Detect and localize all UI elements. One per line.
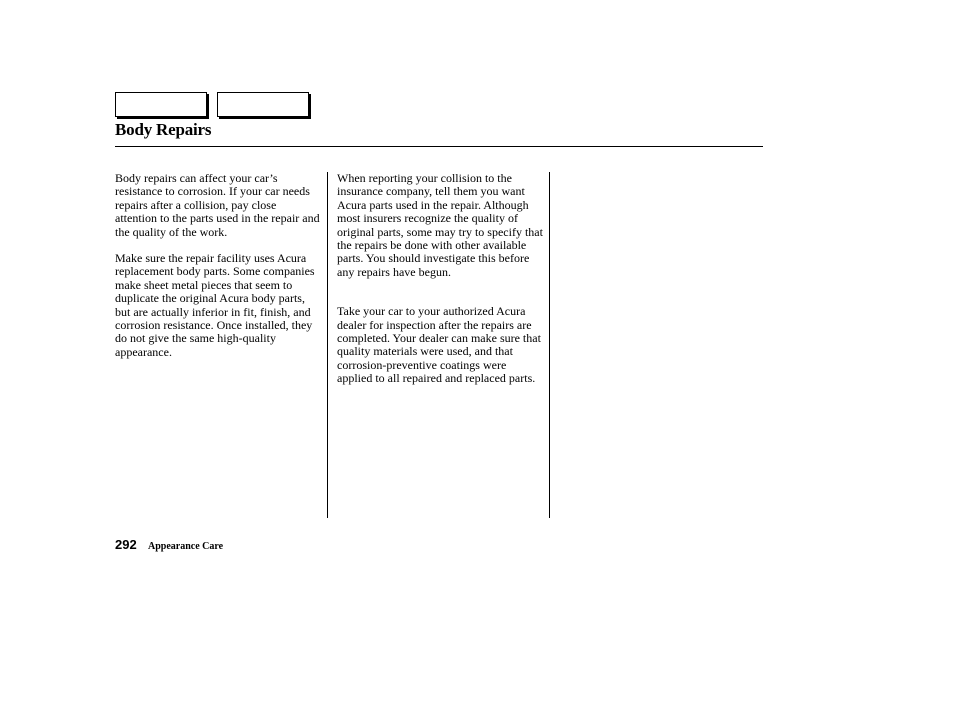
- column-divider: [327, 172, 328, 518]
- page-title: Body Repairs: [115, 120, 212, 139]
- title-divider: [115, 146, 763, 147]
- nav-next-button[interactable]: [217, 92, 309, 117]
- paragraph: Body repairs can affect your car’s resistance to corrosion. If your car needs repairs after a collision, pay close attention to the parts used in the repair and the quality of the work.: [115, 171, 320, 239]
- paragraph: When reporting your collision to the insurance company, tell them you want Acura parts used in the repair. Although most insurers recognize the quality of original parts, some may try to specify that the repairs be done with other available parts. You should investigate this before any repairs have begun.: [337, 171, 543, 279]
- text-column-left: [115, 172, 321, 359]
- column-divider: [549, 172, 550, 518]
- paragraph: Make sure the repair facility uses Acura replacement body parts. Some companies make sheet metal pieces that seem to duplicate the original Acura body parts, but are actually inferior in fit, finish, and corrosion resistance. Once installed, they do not give the same high-quality appearance.: [115, 251, 315, 359]
- nav-previous-button[interactable]: [115, 92, 207, 117]
- text-column-right: [337, 172, 543, 386]
- page-number: 292: [115, 537, 137, 552]
- section-name: Appearance Care: [148, 541, 224, 552]
- paragraph: Take your car to your authorized Acura dealer for inspection after the repairs are completed. Your dealer can make sure that quality materials were used, and that corrosion-preventive coatings were applied to all repaired and replaced parts.: [337, 304, 541, 386]
